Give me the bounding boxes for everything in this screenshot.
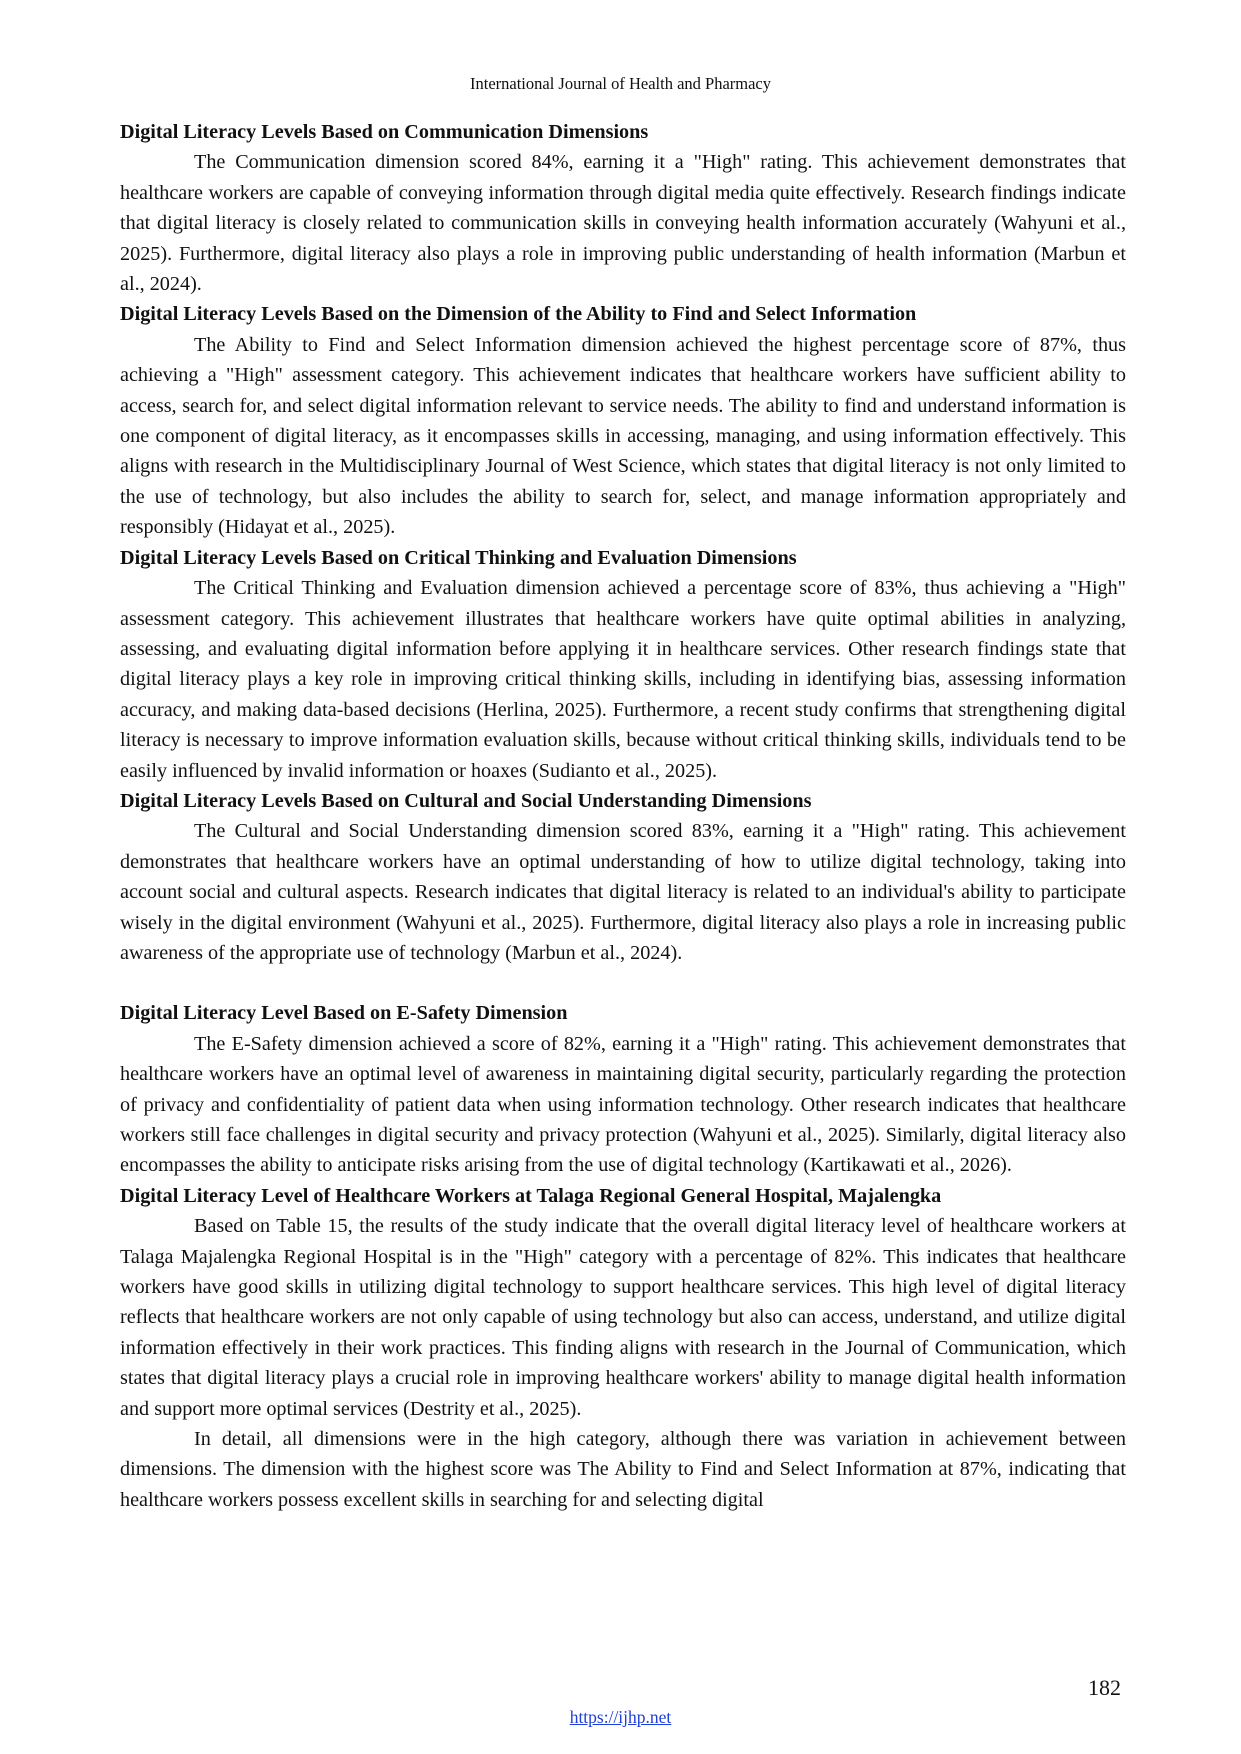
journal-url-link[interactable]: https://ijhp.net [569, 1707, 672, 1727]
section-heading-e-safety: Digital Literacy Level Based on E-Safety Dimension [120, 1002, 568, 1025]
paragraph-communication: The Communication dimension scored 84%, earning it a "High" rating. This achievement demonstrates that healthcare workers are capable of conveying information through digital media quite effectively. Research findings indicate that digital literacy is closely related to communication skills in conveying health information accurately (Wahyuni et al., 2025). Furthermore, digital literacy also plays a role in improving public understanding of health information (Marbun et al., 2024). [120, 151, 1126, 296]
section-heading-communication: Digital Literacy Levels Based on Communication Dimensions [120, 121, 649, 143]
paragraph-overall-detail: In detail, all dimensions were in the high category, although there was variation in achievement between dimensions. The dimension with the highest score was The Ability to Find and Select Information at 87%, indicating that healthcare workers possess excellent skills in searching for and selecting digital [120, 1428, 1126, 1511]
section-heading-critical-thinking: Digital Literacy Levels Based on Critical Thinking and Evaluation Dimensions [120, 546, 797, 569]
article-body [120, 117, 1126, 1515]
blank-line [120, 968, 1126, 998]
paragraph-find-select: The Ability to Find and Select Information dimension achieved the highest percentage score of 87%, thus achieving a "High" assessment category. This achievement indicates that healthcare workers have sufficient ability to access, search for, and select digital information relevant to service needs. The ability to find and understand information is one component of digital literacy, as it encompasses skills in accessing, managing, and using information effectively. This aligns with research in the Multidisciplinary Journal of West Science, which states that digital literacy is not only limited to the use of technology, but also includes the ability to search for, select, and manage information appropriately and responsibly (Hidayat et al., 2025). [120, 333, 1126, 539]
paragraph-overall-level: Based on Table 15, the results of the study indicate that the overall digital literacy level of healthcare workers at Talaga Majalengka Regional Hospital is in the "High" category with a percentage of 82%. This indicates that healthcare workers have good skills in utilizing digital technology to support healthcare services. This high level of digital literacy reflects that healthcare workers are not only capable of using technology but also can access, understand, and utilize digital information effectively in their work practices. This finding aligns with research in the Journal of Communication, which states that digital literacy plays a crucial role in improving healthcare workers' ability to manage digital health information and support more optimal services (Destrity et al., 2025). [120, 1215, 1126, 1420]
paragraph-cultural-social: The Cultural and Social Understanding dimension scored 83%, earning it a "High" rating. This achievement demonstrates that healthcare workers have an optimal understanding of how to utilize digital technology, taking into account social and cultural aspects. Research indicates that digital literacy is related to an individual's ability to participate wisely in the digital environment (Wahyuni et al., 2025). Furthermore, digital literacy also plays a role in increasing public awareness of the appropriate use of technology (Marbun et al., 2024). [120, 820, 1126, 964]
paragraph-e-safety: The E-Safety dimension achieved a score of 82%, earning it a "High" rating. This achievement demonstrates that healthcare workers have an optimal level of awareness in maintaining digital security, particularly regarding the protection of privacy and confidentiality of patient data when using information technology. Other research indicates that healthcare workers still face challenges in digital security and privacy protection (Wahyuni et al., 2025). Similarly, digital literacy also encompasses the ability to anticipate risks arising from the use of digital technology (Kartikawati et al., 2026). [120, 1032, 1126, 1177]
section-heading-cultural-social: Digital Literacy Levels Based on Cultural and Social Understanding Dimensions [120, 789, 812, 812]
running-head: International Journal of Health and Pharmacy [469, 74, 772, 93]
section-heading-overall-level: Digital Literacy Level of Healthcare Workers at Talaga Regional General Hospital, Majalengka [120, 1184, 942, 1207]
paragraph-critical-thinking: The Critical Thinking and Evaluation dimension achieved a percentage score of 83%, thus achieving a "High" assessment category. This achievement illustrates that healthcare workers have quite optimal abilities in analyzing, assessing, and evaluating digital information before applying it in healthcare services. Other research findings state that digital literacy plays a key role in improving critical thinking skills, including in identifying bias, assessing information accuracy, and making data-based decisions (Herlina, 2025). Furthermore, a recent study confirms that strengthening digital literacy is necessary to improve information evaluation skills, because without critical thinking skills, individuals tend to be easily influenced by invalid information or hoaxes (Sudianto et al., 2025). [120, 577, 1126, 782]
footer [0, 1707, 1241, 1728]
page-number: 182 [1088, 1675, 1121, 1700]
section-heading-find-select: Digital Literacy Levels Based on the Dimension of the Ability to Find and Select Information [120, 303, 917, 326]
